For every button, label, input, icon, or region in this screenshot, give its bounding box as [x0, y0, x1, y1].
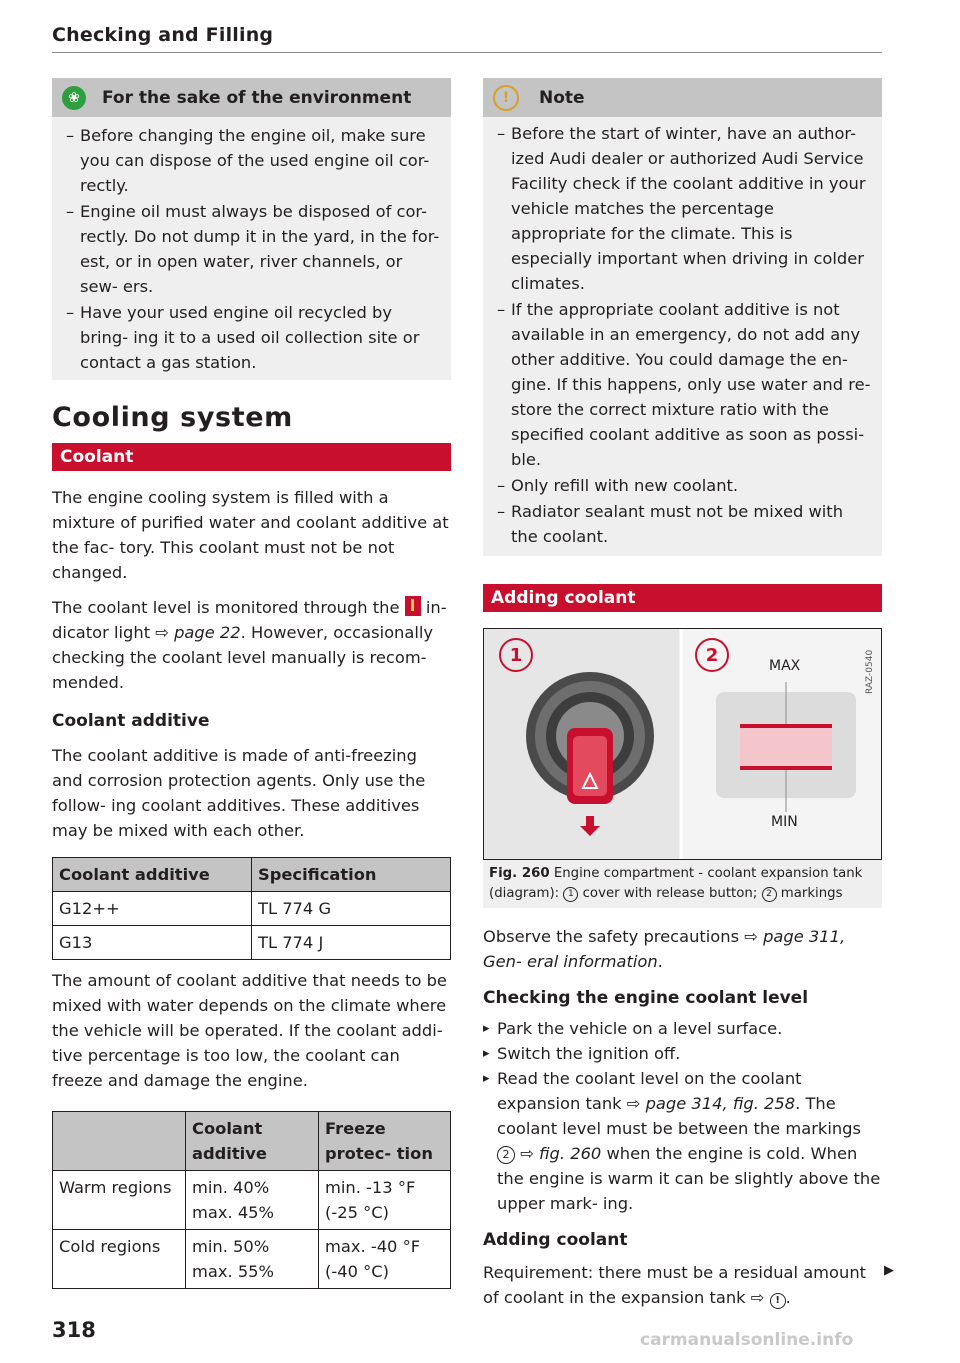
list-item: – Engine oil must always be disposed of cor- rectly. Do not dump it in the yard, in the for- est, or in open water, river channels, or sew- ers.	[66, 199, 441, 299]
note-reference-icon[interactable]: !	[770, 1293, 786, 1309]
page-22-link[interactable]: ⇨ page 22	[155, 623, 241, 642]
adding-coolant-heading-bar: Adding coolant	[483, 584, 882, 612]
table-cell: max. -40 °F (-40 °C)	[319, 1230, 451, 1289]
note-box-title: Note	[539, 87, 585, 108]
coolant-monitor-text-2: in- dicator light	[52, 598, 447, 642]
table-cell: min. 40% max. 45%	[186, 1171, 319, 1230]
adding-text: Requirement: there must be a residual amount of coolant in the expansion tank ⇨	[483, 1263, 867, 1307]
coolant-monitor-paragraph	[52, 595, 451, 695]
table-header: Freeze protec- tion	[319, 1112, 451, 1171]
page-314-link[interactable]: ⇨ page 314, fig. 258	[626, 1094, 796, 1113]
section-title: Cooling system	[52, 402, 293, 433]
callout-1: 1	[499, 638, 533, 672]
header-divider	[52, 52, 882, 53]
additive-heading: Coolant additive	[52, 711, 210, 731]
step-text: Read the coolant level on the coolant expansion tank	[497, 1069, 802, 1113]
table-header: Coolant additive	[53, 858, 252, 892]
caption-callout-1: 1	[563, 887, 578, 902]
left-column	[52, 78, 451, 1289]
coolant-monitor-rest: . However, occasionally checking the coolant level manually is recom- mended.	[52, 623, 434, 692]
table-row	[53, 1230, 451, 1289]
environment-list	[66, 123, 441, 375]
environment-box-header	[52, 78, 451, 117]
table-cell: min. -13 °F (-25 °C)	[319, 1171, 451, 1230]
table-header	[53, 1112, 186, 1171]
environment-box-title: For the sake of the environment	[102, 87, 412, 108]
exclamation-icon: !	[493, 85, 519, 111]
caption-text: Engine compartment - coolant expansion tank (diagram):	[489, 866, 863, 901]
additive-spec-table	[52, 857, 451, 960]
max-label: MAX	[769, 658, 801, 674]
fig-260-link[interactable]: ⇨ fig. 260	[520, 1144, 602, 1163]
note-box	[483, 78, 882, 556]
note-box-header	[483, 78, 882, 117]
adding-heading: Adding coolant	[483, 1230, 628, 1250]
caption-text-1: cover with release button;	[582, 886, 758, 901]
page-header-title: Checking and Filling	[52, 24, 274, 46]
coolant-heading-bar: Coolant	[52, 443, 451, 471]
adding-end: .	[785, 1288, 791, 1307]
list-item	[483, 1066, 882, 1216]
list-item: – If the appropriate coolant additive is not available in an emergency, do not add any other additive. You could damage the en- gine. If this happens, only use water and re- store the correct mixture ratio with the specified coolant additive as soon as possi- ble.	[497, 297, 872, 472]
table-cell: G13	[53, 926, 252, 960]
table-header-row	[53, 858, 451, 892]
coolant-monitor-text: The coolant level is monitored through the	[52, 598, 400, 617]
checking-heading: Checking the engine coolant level	[483, 988, 809, 1008]
coolant-intro: The engine cooling system is filled with a mixture of purified water and coolant additive at the fac- tory. This coolant must not be not changed.	[52, 488, 449, 582]
environment-leaf-icon: ❀	[62, 86, 86, 110]
adding-requirement	[483, 1260, 882, 1310]
expansion-tank-figure	[483, 628, 882, 902]
climate-table	[52, 1111, 451, 1289]
table-header: Specification	[252, 858, 451, 892]
marking-callout-2: 2	[497, 1146, 515, 1164]
table-header-row	[53, 1112, 451, 1171]
step-text-2: . The coolant level must be between the markings	[497, 1094, 861, 1138]
table-cell: Cold regions	[53, 1230, 186, 1289]
step-text-3: when the engine is cold. When the engine is warm it can be slightly above the upper mark- ing.	[497, 1144, 881, 1213]
figure-code: RAZ-0540	[865, 649, 875, 694]
page-311-link[interactable]: ⇨ page 311, Gen- eral information	[483, 927, 846, 971]
table-cell: Warm regions	[53, 1171, 186, 1230]
safety-end: .	[657, 952, 663, 971]
climate-text: The amount of coolant additive that needs to be mixed with water depends on the climate where the vehicle will be operated. If the coolant addi- tive percentage is too low, the coolant can freeze and damage the engine.	[52, 971, 447, 1090]
callout-2: 2	[695, 638, 729, 672]
note-list	[497, 121, 872, 549]
caption-callout-2: 2	[762, 887, 777, 902]
right-column	[483, 78, 882, 1310]
tank-marking-drawing	[716, 682, 856, 812]
table-cell: min. 50% max. 55%	[186, 1230, 319, 1289]
list-item: – Before changing the engine oil, make sure you can dispose of the used engine oil cor- rectly.	[66, 123, 441, 198]
caption-text-2: markings	[780, 886, 843, 901]
additive-text: The coolant additive is made of anti-freezing and corrosion protection agents. Only use the follow- ing coolant additives. These additives may be mixed with each other.	[52, 746, 426, 840]
coolant-warning-indicator-icon	[405, 596, 421, 616]
table-cell: G12++	[53, 892, 252, 926]
continue-arrow-icon: ▶	[884, 1263, 894, 1278]
list-item: ▸ Park the vehicle on a level surface.	[483, 1016, 882, 1041]
table-row	[53, 892, 451, 926]
list-item: ▸ Switch the ignition off.	[483, 1041, 882, 1066]
table-header: Coolant additive	[186, 1112, 319, 1171]
list-item: – Have your used engine oil recycled by bring- ing it to a used oil collection site or contact a gas station.	[66, 300, 441, 375]
list-item: – Only refill with new coolant.	[497, 473, 872, 498]
environment-box	[52, 78, 451, 380]
expansion-tank-diagram	[483, 628, 882, 860]
table-row	[53, 1171, 451, 1230]
min-label: MIN	[771, 814, 798, 830]
figure-number: Fig. 260	[489, 866, 550, 881]
table-row	[53, 926, 451, 960]
page-number: 318	[52, 1318, 96, 1342]
watermark: carmanualsonline.info	[640, 1330, 854, 1350]
safety-text: Observe the safety precautions	[483, 927, 740, 946]
figure-caption	[483, 860, 882, 908]
list-item: – Radiator sealant must not be mixed with the coolant.	[497, 499, 872, 549]
checking-steps	[483, 1016, 882, 1216]
table-cell: TL 774 J	[252, 926, 451, 960]
safety-paragraph	[483, 924, 882, 974]
list-item: – Before the start of winter, have an author- ized Audi dealer or authorized Audi Service Facility check if the coolant additive in your vehicle matches the percentage appropriate for the climate. This is especially important when driving in colder climates.	[497, 121, 872, 296]
table-cell: TL 774 G	[252, 892, 451, 926]
